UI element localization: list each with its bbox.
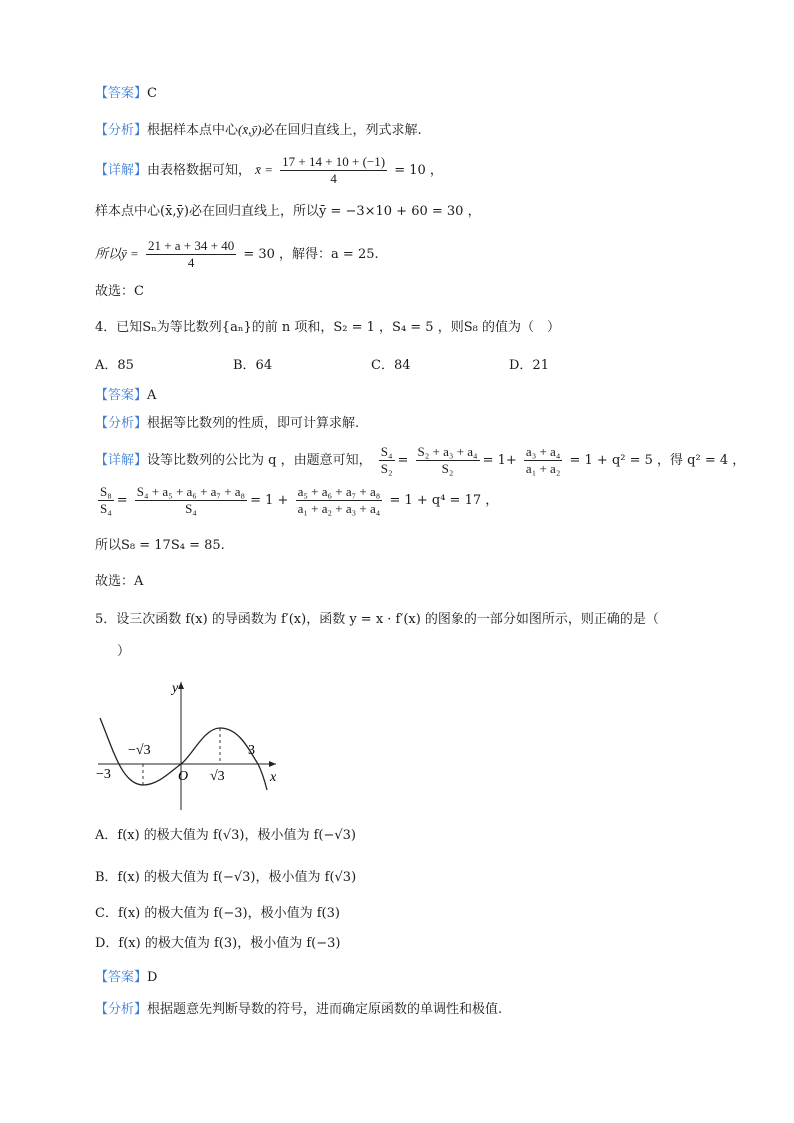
q4-option-d: D．21	[509, 358, 549, 373]
q4-option-c: C．84	[371, 358, 411, 373]
y-axis-arrow-icon	[178, 682, 184, 689]
q4-detail-line: 【详解】设等比数列的公比为 q ，由题意可知， $\frac{\text{S₄}}{\text{S₂}}$ = $\frac{\text{S₂ + a₃ + a₄}}{\text{S₂}}$ = 1+ $\frac{\text{a₃ + a₄}}{\text{a₁ + a₂}}$ = 1 + q² = 5 ，得 q² = 4 ，	[95, 444, 746, 476]
fraction-denominator: 4	[330, 171, 337, 186]
analysis-tag: 【分析】	[95, 1002, 148, 1017]
analysis-tag: 【分析】	[95, 123, 148, 138]
q4-detail-line-3: 所以S₈ = 17S₄ = 85.	[95, 538, 225, 553]
answer-value: C	[147, 86, 157, 101]
sum-fraction	[416, 444, 480, 477]
ybar-symbol: 所以ȳ =	[95, 246, 139, 261]
analysis-text: 根据题意先判断导数的符号，进而确定原函数的单调性和极值.	[147, 1002, 503, 1017]
analysis-text: 根据等比数列的性质，即可计算求解.	[147, 416, 360, 431]
q5-option-c: C．f(x) 的极大值为 f(−3)，极小值为 f(3)	[95, 906, 340, 921]
q3-detail-line-2: 样本点中心(x̄,ȳ)必在回归直线上，所以ȳ = −3×10 + 60 = 30 ，	[95, 204, 481, 219]
detail-text: 设等比数列的公比为 q ，由题意可知，	[147, 453, 372, 468]
q3-analysis-line	[95, 120, 422, 141]
equals-text: = 1 +	[250, 493, 289, 508]
tick-label-pos3: 3	[248, 743, 255, 758]
x-axis-label: x	[270, 770, 277, 785]
answer-tag: 【答案】	[95, 86, 148, 101]
q4-detail-line-2: $\frac{\text{S₈}}{\text{S₄}}$ = $\frac{\text{S₄ + a₅ + a₆ + a₇ + a₈}}{\text{S₄}}$ = 1 + $\frac{\text{a₅ + a₆ + a₇ + a₈}}{\text{a₁ + a₂ + a₃ + a₄}}$ = 1 + q⁴ = 17 ，	[100, 484, 499, 516]
q4-option-a: A．85	[95, 358, 134, 373]
q4-option-b: B．64	[233, 358, 273, 373]
answer-tag: 【答案】	[95, 970, 148, 985]
q5-stem-line-2: ）	[117, 644, 131, 659]
detail-result: = 1 + q⁴ = 17 ，	[389, 493, 499, 508]
detail-result: = 10 ，	[394, 163, 443, 178]
fraction-denominator: a₁ + a₂	[525, 461, 561, 476]
q3-answer-line	[95, 84, 157, 104]
q5-option-d: D．f(x) 的极大值为 f(3)，极小值为 f(−3)	[95, 936, 341, 951]
q4-choose: 故选：A	[95, 574, 144, 589]
term-fraction	[296, 484, 383, 517]
analysis-text: 根据样本点中心	[147, 123, 239, 138]
xbar-symbol: x̄ =	[255, 162, 273, 177]
fraction-denominator: S₂	[441, 461, 454, 476]
ybar-fraction	[146, 238, 236, 271]
tick-label-neg-sqrt3: −√3	[128, 743, 151, 758]
tick-label-sqrt3: √3	[210, 769, 225, 784]
detail-result: = 1 + q² = 5 ，得 q² = 4 ，	[569, 453, 746, 468]
fraction-numerator: a₅ + a₆ + a₇ + a₈	[297, 484, 381, 499]
answer-value: A	[147, 388, 157, 403]
origin-label: O	[178, 769, 189, 784]
q4-stem: 4．已知Sₙ为等比数列{aₙ}的前 n 项和，S₂ = 1 ，S₄ = 5 ，则S₈ 的值为（ ）	[95, 320, 560, 335]
q3-detail-line-3	[95, 236, 379, 273]
function-graph	[92, 672, 292, 814]
ratio-fraction	[379, 444, 395, 477]
fraction-numerator: 21 + a + 34 + 40	[147, 238, 235, 253]
center-symbol: (x̄,ȳ)	[238, 122, 262, 137]
fraction-numerator: a₃ + a₄	[525, 444, 561, 459]
answer-tag: 【答案】	[95, 388, 148, 403]
fraction-denominator: a₁ + a₂ + a₃ + a₄	[297, 501, 381, 516]
analysis-text: 必在回归直线上，列式求解.	[261, 123, 422, 138]
analysis-tag: 【分析】	[95, 416, 148, 431]
q5-answer-line	[95, 968, 157, 988]
q4-analysis-line	[95, 414, 359, 434]
q5-option-a: A．f(x) 的极大值为 f(√3)，极小值为 f(−√3)	[95, 828, 356, 843]
equals-text: = 1+	[482, 453, 517, 468]
ratio-fraction	[98, 484, 114, 517]
detail-result: = 30 ，解得：a = 25.	[243, 247, 379, 262]
q5-option-b: B．f(x) 的极大值为 f(−√3)，极小值为 f(√3)	[95, 870, 357, 885]
fraction-denominator: S₄	[185, 501, 197, 516]
fraction-denominator: S₂	[380, 461, 393, 476]
fraction-numerator: S₈	[100, 484, 112, 499]
fraction-denominator: 4	[187, 255, 195, 270]
detail-text: 由表格数据可知，	[147, 163, 252, 178]
y-axis-label: y	[172, 681, 179, 696]
fraction-numerator: S₂ + a₃ + a₄	[417, 444, 478, 459]
sum-fraction	[135, 484, 247, 517]
answer-value: D	[147, 970, 158, 985]
x-axis-arrow-icon	[269, 761, 276, 767]
tick-label-neg3: −3	[96, 767, 111, 782]
fraction-denominator: S₄	[100, 501, 112, 516]
fraction-numerator: S₄	[380, 444, 393, 459]
term-fraction	[524, 444, 562, 477]
mean-fraction	[280, 154, 387, 187]
q3-choose: 故选：C	[95, 284, 144, 299]
detail-tag: 【详解】	[95, 453, 148, 468]
q3-detail-line	[95, 152, 443, 189]
detail-tag: 【详解】	[95, 163, 148, 178]
fraction-numerator: 17 + 14 + 10 + (−1)	[282, 154, 386, 169]
q5-stem-line-1: 5．设三次函数 f(x) 的导函数为 f′(x)，函数 y = x · f′(x) 的图象的一部分如图所示，则正确的是（	[95, 612, 659, 627]
q4-answer-line	[95, 386, 156, 406]
fraction-numerator: S₄ + a₅ + a₆ + a₇ + a₈	[136, 484, 246, 499]
q5-analysis-line	[95, 1000, 502, 1020]
